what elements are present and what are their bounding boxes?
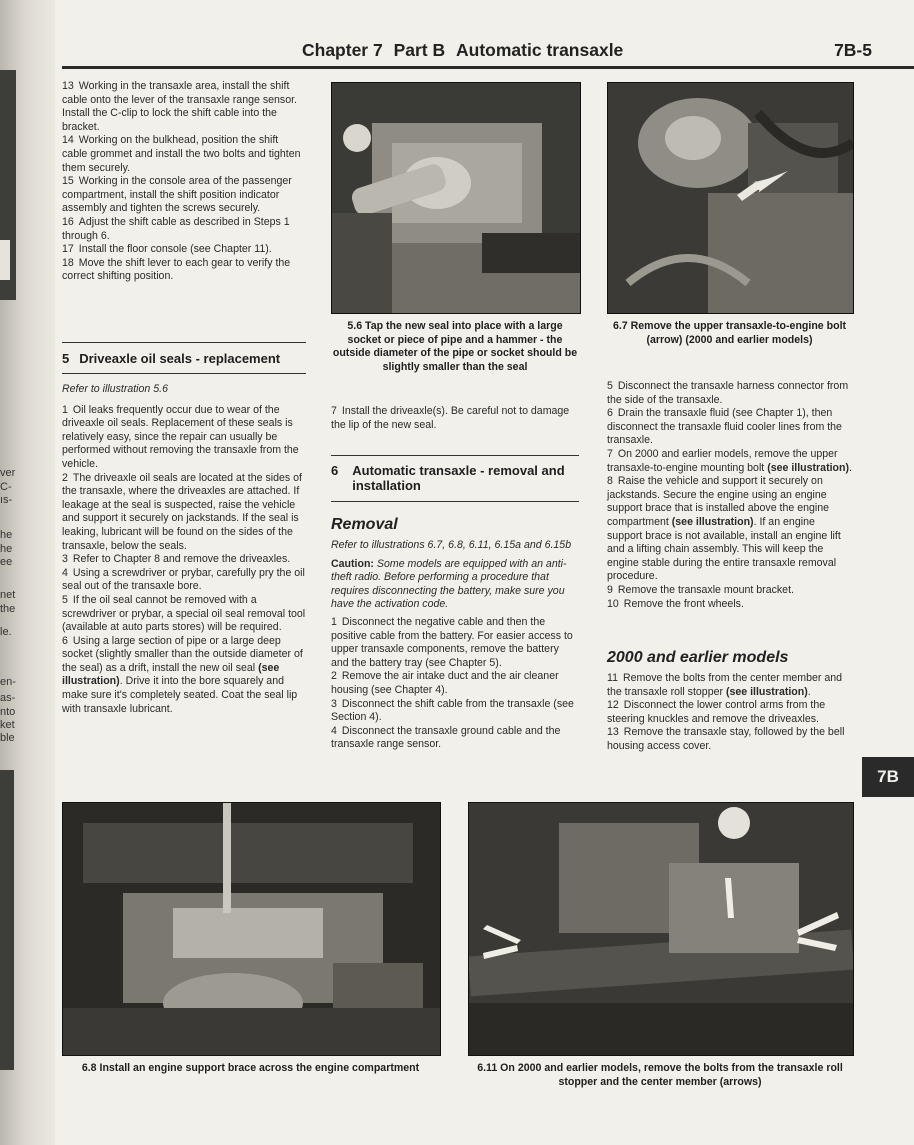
column-1-section — [62, 383, 306, 716]
step: 9 Remove the transaxle mount bracket. — [607, 583, 794, 596]
adjacent-page-photo-fragment — [0, 240, 10, 280]
illustration-reference: Refer to illustration 5.6 — [62, 383, 168, 395]
header-rule — [62, 66, 914, 69]
section-heading: 5 Driveaxle oil seals - replacement — [62, 351, 281, 366]
running-header — [302, 40, 623, 61]
step: 1 Disconnect the negative cable and then the positive cable from the battery. For easier access to upper transaxle components, remove the battery and the battery tray (see Chapter 5). — [331, 615, 573, 669]
strip-fragment: en- — [0, 676, 16, 688]
header-chapter: Chapter 7 — [302, 40, 383, 60]
photo-6-7 — [607, 82, 854, 314]
step: 1 Oil leaks frequently occur due to wear of the driveaxle oil seals. Replacement of these seals is relatively easy, since the repair can usually be performed without removing the transaxle from the vehicle. — [62, 403, 299, 470]
step: 3 Refer to Chapter 8 and remove the driveaxles. — [62, 553, 291, 566]
subheading-removal: Removal — [331, 516, 398, 533]
seal-socket-photo-icon — [332, 83, 580, 313]
engine-bay-photo-icon — [63, 803, 440, 1055]
strip-fragment: le. — [0, 626, 12, 638]
section-rule — [331, 455, 579, 456]
step: 5 If the oil seal cannot be removed with a screwdriver or prybar, a special oil seal removal tool (available at auto parts stores) will be required. — [62, 593, 306, 634]
illustration-reference: Refer to illustrations 6.7, 6.8, 6.11, 6.15a and 6.15b — [331, 539, 572, 551]
roll-stopper-photo-icon — [469, 803, 853, 1055]
page-number: 7B-5 — [834, 40, 872, 60]
section-tab: 7B — [862, 757, 914, 797]
column-2-section — [331, 539, 579, 752]
step: 4 Disconnect the transaxle ground cable and the transaxle range sensor. — [331, 724, 561, 751]
section-rule — [331, 501, 579, 502]
section-heading: 6 Automatic transaxle - removal and installation — [331, 463, 565, 493]
strip-fragment: ble — [0, 732, 15, 744]
step: 7 On 2000 and earlier models, remove the upper transaxle-to-engine mounting bolt (see illustration). — [607, 447, 852, 474]
step: 12 Disconnect the lower control arms from the steering knuckles and remove the driveaxles. — [607, 699, 826, 725]
step: 2 Remove the air intake duct and the air cleaner housing (see Chapter 4). — [331, 670, 559, 696]
strip-fragment: as- — [0, 692, 16, 704]
strip-fragment: he — [0, 529, 13, 541]
strip-fragment: nto — [0, 706, 16, 718]
photo-5-6 — [331, 82, 581, 314]
step: 15 Working in the console area of the passenger compartment, install the shift position indicator assembly and tighten the screws securely. — [62, 175, 292, 215]
step: 11 Remove the bolts from the center member and the transaxle roll stopper (see illustration). — [607, 672, 843, 698]
step: 5 Disconnect the transaxle harness connector from the side of the transaxle. — [607, 380, 849, 406]
section-rule — [62, 342, 306, 343]
column-3-section — [607, 380, 852, 611]
step: 3 Disconnect the shift cable from the transaxle (see Section 4). — [331, 697, 574, 724]
caution-note: Caution: Some models are equipped with an anti-theft radio. Before performing a procedure that requires disconnecting the battery, make sure you have the activation code. — [331, 557, 567, 611]
caption-6-11: 6.11 On 2000 and earlier models, remove the bolts from the transaxle roll stopper and the center member (arrows) — [477, 1062, 843, 1088]
step: 4 Using a screwdriver or prybar, carefully pry the oil seal out of the transaxle bore. — [62, 566, 305, 593]
step: 8 Raise the vehicle and support it securely on jackstands. Secure the engine using an engine support brace that is installed above the engine compartment (see illustration). If an engine support brace is not available, install an engine lift and a lifting chain assembly. This will keep the engine stable during the entire transaxle removal procedure. — [607, 475, 841, 583]
header-title: Automatic transaxle — [456, 40, 624, 60]
step: 16 Adjust the shift cable as described in Steps 1 through 6. — [62, 215, 290, 242]
strip-fragment: ver — [0, 467, 16, 479]
column-3-section-2 — [607, 672, 852, 754]
transaxle-bolt-photo-icon — [608, 83, 853, 313]
step: 13 Remove the transaxle stay, followed by the bell housing access cover. — [607, 726, 845, 752]
column-2-step7 — [331, 405, 579, 432]
step: 18 Move the shift lever to each gear to verify the correct shifting position. — [62, 256, 291, 283]
column-1 — [62, 80, 306, 284]
adjacent-page-photo-fragment — [0, 770, 14, 1070]
step: 2 The driveaxle oil seals are located at the sides of the transaxle, where the driveaxles are attached. If leakage at the seal is suspected, raise the vehicle and support it securely on jackstands. If the seal is leaking, lubricant will be found on the sides of the transaxle, below the seals. — [62, 471, 302, 552]
strip-fragment: the — [0, 603, 16, 615]
caption-5-6: 5.6 Tap the new seal into place with a large socket or piece of pipe and a hammer - the outside diameter of the pipe or socket should be slightly smaller than the seal — [332, 320, 578, 373]
photo-6-11 — [468, 802, 854, 1056]
strip-fragment: ıs- — [0, 494, 13, 506]
step: 6 Using a large section of pipe or a large deep socket (slightly smaller than the outside diameter of the seal) as a drift, install the new oil seal (see illustration). Drive it into the bore squarely and make sure it's completely seated. Coat the seal lip with transaxle lubricant. — [62, 634, 303, 715]
strip-fragment: C- — [0, 481, 12, 493]
caption-6-7: 6.7 Remove the upper transaxle-to-engine bolt (arrow) (2000 and earlier models) — [612, 320, 847, 346]
section-rule — [62, 373, 306, 374]
strip-fragment: net — [0, 589, 16, 601]
header-part: Part B — [393, 40, 446, 60]
step: 10 Remove the front wheels. — [607, 597, 744, 610]
step: 17 Install the floor console (see Chapter 11). — [62, 243, 272, 256]
strip-fragment: ee — [0, 556, 13, 568]
strip-fragment: ket — [0, 719, 15, 731]
step: 13 Working in the transaxle area, install the shift cable onto the lever of the transaxle range sensor. Install the C-clip to lock the shift cable into the bracket. — [62, 80, 297, 133]
subheading-2000-earlier: 2000 and earlier models — [607, 649, 789, 666]
step: 6 Drain the transaxle fluid (see Chapter 1), then disconnect the transaxle fluid cooler lines from the transaxle. — [607, 407, 842, 447]
step: 14 Working on the bulkhead, position the shift cable grommet and install the two bolts and tighten them securely. — [62, 134, 301, 174]
step: 7 Install the driveaxle(s). Be careful not to damage the lip of the new seal. — [331, 405, 570, 431]
strip-fragment: he — [0, 543, 13, 555]
caption-6-8: 6.8 Install an engine support brace across the engine compartment — [81, 1062, 420, 1074]
photo-6-8 — [62, 802, 441, 1056]
